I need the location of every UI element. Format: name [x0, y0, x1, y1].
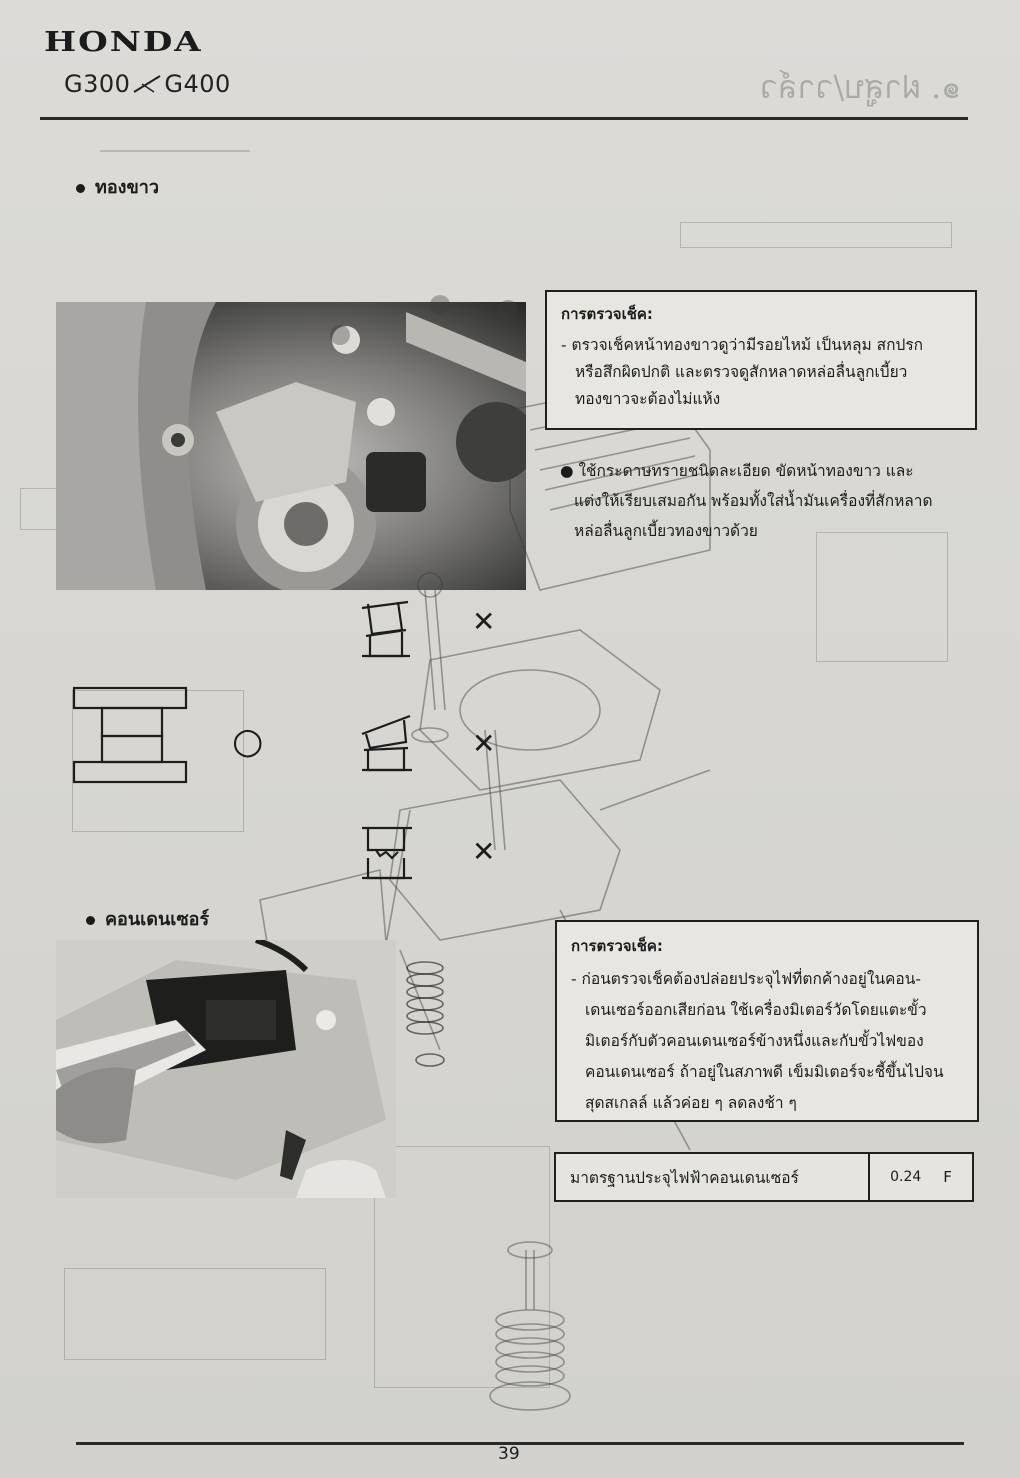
page-number: 39 — [498, 1444, 520, 1464]
condenser-capacity-spec-table — [554, 1152, 974, 1202]
inspection-text-line: เดนเซอร์ออกเสียก่อน ใช้เครื่องมิเตอร์วัดโดยแตะขั้ว — [585, 1001, 927, 1019]
section-title-condenser: คอนเดนเซอร์ — [86, 904, 209, 933]
contact-diagram-misaligned — [358, 598, 418, 662]
spec-label: มาตรฐานประจุไฟฟ้าคอนเดนเซอร์ — [556, 1154, 870, 1200]
inspection-heading: การตรวจเช็ค: — [571, 937, 663, 955]
bleedthrough-text-1 — [100, 140, 280, 162]
inspection-text-line: - ตรวจเช็คหน้าทองขาวดูว่ามีรอยไหม้ เป็นหลุม สกปรก — [561, 336, 924, 354]
bleedthrough-box-1 — [680, 222, 952, 248]
bleedthrough-box-4 — [64, 1268, 326, 1360]
brand-logo: HONDA — [44, 26, 203, 58]
note-line: ● ใช้กระดาษทรายชนิดละเอียด ขัดหน้าทองขาว และ — [560, 462, 914, 480]
good-contact-mark: ○ — [232, 721, 264, 762]
inspection-text-line: ทองขาวจะต้องไม่แห้ง — [575, 390, 721, 408]
spec-unit: F — [943, 1168, 952, 1186]
note-line: แต่งให้เรียบเสมอกัน พร้อมทั้งใส่น้ำมันเครื่องที่สักหลาด — [574, 492, 933, 510]
bad-contact-mark: ✕ — [472, 835, 496, 868]
contact-diagram-pitted — [358, 820, 418, 884]
bleedthrough-chapter-title: ๑. ฝาสูบ/วาล์ว — [760, 68, 962, 106]
valve-spring-sketch — [470, 1230, 590, 1420]
inspection-text-line: - ก่อนตรวจเช็คต้องปล่อยประจุไฟที่ตกค้างอยู่ในคอน- — [571, 970, 921, 988]
inspection-text-line: สุดสเกลล์ แล้วค่อย ๆ ลดลงช้า ๆ — [585, 1094, 797, 1112]
model-label: G300 G400 — [64, 70, 231, 98]
bullet-icon — [76, 184, 85, 193]
contact-diagram-tilted — [358, 712, 418, 776]
inspection-text-line: คอนเดนเซอร์ ถ้าอยู่ในสภาพดี เข็มมิเตอร์จะชี้ขึ้นไปจน — [585, 1063, 944, 1081]
bad-contact-mark: ✕ — [472, 727, 496, 760]
inspection-box-condenser — [555, 920, 979, 1122]
bullet-icon — [86, 916, 95, 925]
bleedthrough-box-2 — [816, 532, 948, 662]
inspection-heading: การตรวจเช็ค: — [561, 305, 653, 323]
note-line: หล่อลื่นลูกเบี้ยวทองขาวด้วย — [574, 522, 758, 540]
inspection-box-points — [545, 290, 977, 430]
inspection-text-line: มิเตอร์กับตัวคอนเดนเซอร์ข้างหนึ่งและกับขั้วไฟของ — [585, 1032, 924, 1050]
section-title-valve-seat: ทองขาว — [76, 172, 159, 201]
footer-rule — [76, 1442, 964, 1445]
condenser-test-photo — [56, 940, 396, 1198]
spec-value: 0.24 — [890, 1169, 922, 1185]
header-rule — [40, 117, 968, 120]
sanding-note — [560, 456, 933, 546]
inspection-text-line: หรือสึกผิดปกติ และตรวจดูสักหลาดหล่อลื่นลูกเบี้ยว — [575, 363, 908, 381]
bad-contact-mark: ✕ — [472, 605, 496, 638]
spec-value-cell — [870, 1154, 972, 1200]
